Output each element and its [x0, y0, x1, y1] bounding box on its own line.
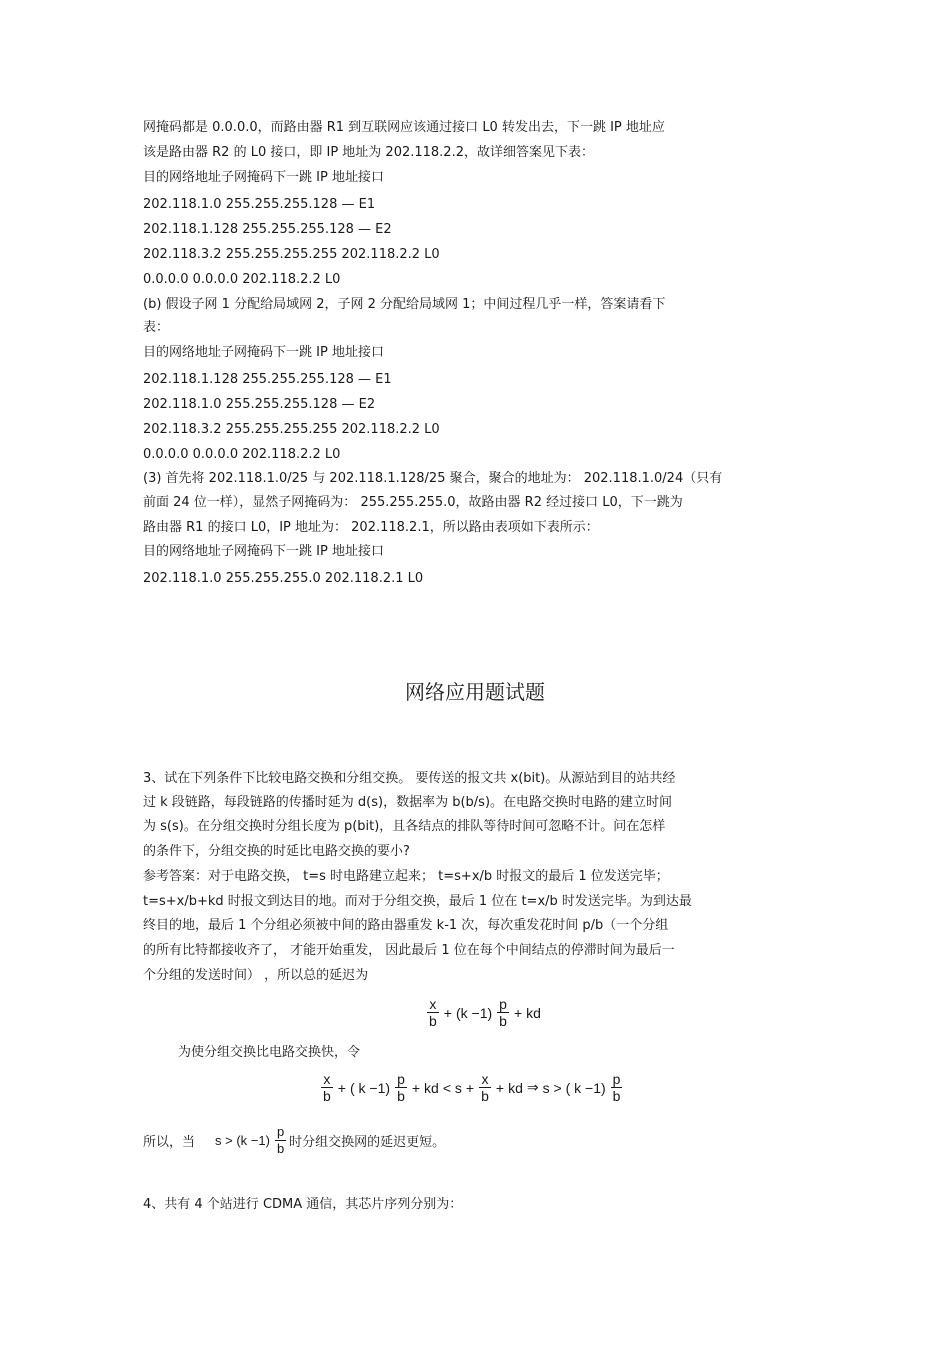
paragraph-line: 该是路由器 R2 的 L0 接口，即 IP 地址为 202.118.2.2，故详细答案见下表： [143, 145, 594, 160]
answer-line: 参考答案：对于电路交换， t=s 时电路建立起来； t=s+x/b 时报文的最后 1 位发送完毕； [143, 869, 669, 884]
fraction-p-over-b: $\frac{p}{b}$ [612, 1071, 621, 1104]
paragraph-line: 前面 24 位一样），显然子网掩码为： 255.255.255.0，故路由器 R2 经过接口 L0，下一跳为 [143, 495, 683, 510]
paragraph-line: 路由器 R1 的接口 L0，IP 地址为： 202.118.2.1，所以路由表项如下表所示： [143, 520, 599, 535]
paragraph-line: 表： [143, 320, 170, 335]
section-title: 网络应用题试题 [405, 680, 545, 704]
fraction-p-over-b: $\frac{p}{b}$ [397, 1071, 405, 1104]
table-row-line: 202.118.3.2 255.255.255.255 202.118.2.2 L0 [143, 422, 440, 437]
table-row-line: 0.0.0.0 0.0.0.0 202.118.2.2 L0 [143, 272, 341, 287]
fraction-x-over-b: $\frac{x}{b}$ [323, 1071, 331, 1104]
table-row-line: 202.118.1.0 255.255.255.128 — E1 [143, 197, 376, 212]
table-row-line: 0.0.0.0 0.0.0.0 202.118.2.2 L0 [143, 447, 341, 462]
table-row-line: 202.118.1.128 255.255.255.128 — E1 [143, 372, 392, 387]
table-row-line: 202.118.3.2 255.255.255.255 202.118.2.2 L0 [143, 247, 440, 262]
question-line: 的条件下，分组交换的时延比电路交换的要小? [143, 844, 410, 859]
inequality-formula: $\frac{x}{b}$ + ( k −1) $\frac{p}{b}$ + kd < s + $\frac{x}{b}$ + kd ⇒ s > ( k −1) $\frac{p}{b}$ [323, 1071, 621, 1104]
fraction-p-over-b: $\frac{p}{b}$ [499, 996, 507, 1029]
question-line: 4、共有 4 个站进行 CDMA 通信，其芯片序列分别为： [143, 1197, 463, 1212]
answer-line: t=s+x/b+kd 时报文到达目的地。而对于分组交换，最后 1 位在 t=x/b 时发送完毕。为到达最 [143, 894, 692, 909]
fraction-x-over-b: $\frac{x}{b}$ [429, 996, 437, 1029]
paragraph-line: (3) 首先将 202.118.1.0/25 与 202.118.1.128/25 聚合，聚合的地址为： 202.118.1.0/24（只有 [143, 471, 723, 486]
table-header-line: 目的网络地址子网掩码下一跳 IP 地址接口 [143, 544, 384, 559]
answer-line: 终目的地，最后 1 个分组必须被中间的路由器重发 k-1 次，每次重发花时间 p/b（一个分组 [143, 918, 669, 933]
paragraph-line: 网掩码都是 0.0.0.0，而路由器 R1 到互联网应该通过接口 L0 转发出去，下一跳 IP 地址应 [143, 120, 665, 135]
table-row-line: 202.118.1.0 255.255.255.128 — E2 [143, 397, 376, 412]
table-row-line: 202.118.1.128 255.255.255.128 — E2 [143, 222, 392, 237]
table-header-line: 目的网络地址子网掩码下一跳 IP 地址接口 [143, 345, 384, 360]
paragraph-line: 为使分组交换比电路交换快，令 [178, 1045, 361, 1060]
delay-formula: $\frac{x}{b}$ + (k −1) $\frac{p}{b}$ + kd [429, 996, 541, 1029]
table-row-line: 202.118.1.0 255.255.255.0 202.118.2.1 L0 [143, 571, 424, 586]
answer-line: 的所有比特都接收齐了， 才能开始重发， 因此最后 1 位在每个中间结点的停滞时间为最后一 [143, 943, 675, 958]
question-line: 为 s(s)。在分组交换时分组长度为 p(bit)，且各结点的排队等待时间可忽略不计。问在怎样 [143, 819, 666, 834]
question-line: 过 k 段链路，每段链路的传播时延为 d(s)，数据率为 b(b/s)。在电路交换时电路的建立时间 [143, 795, 673, 810]
fraction-x-over-b: $\frac{x}{b}$ [481, 1071, 489, 1104]
fraction-p-over-b: $\frac{p}{b}$ [276, 1124, 285, 1156]
question-line: 3、试在下列条件下比较电路交换和分组交换。 要传送的报文共 x(bit)。从源站到目的站共经 [143, 771, 676, 786]
answer-line: 个分组的发送时间） ，所以总的延迟为 [143, 968, 369, 983]
paragraph-line: (b) 假设子网 1 分配给局域网 2，子网 2 分配给局域网 1；中间过程几乎一样，答案请看下 [143, 297, 666, 312]
table-header-line: 目的网络地址子网掩码下一跳 IP 地址接口 [143, 170, 384, 185]
conclusion-line: 所以，当 s > (k −1) $\frac{p}{b}$ 时分组交换网的延迟更短。 [143, 1124, 446, 1156]
